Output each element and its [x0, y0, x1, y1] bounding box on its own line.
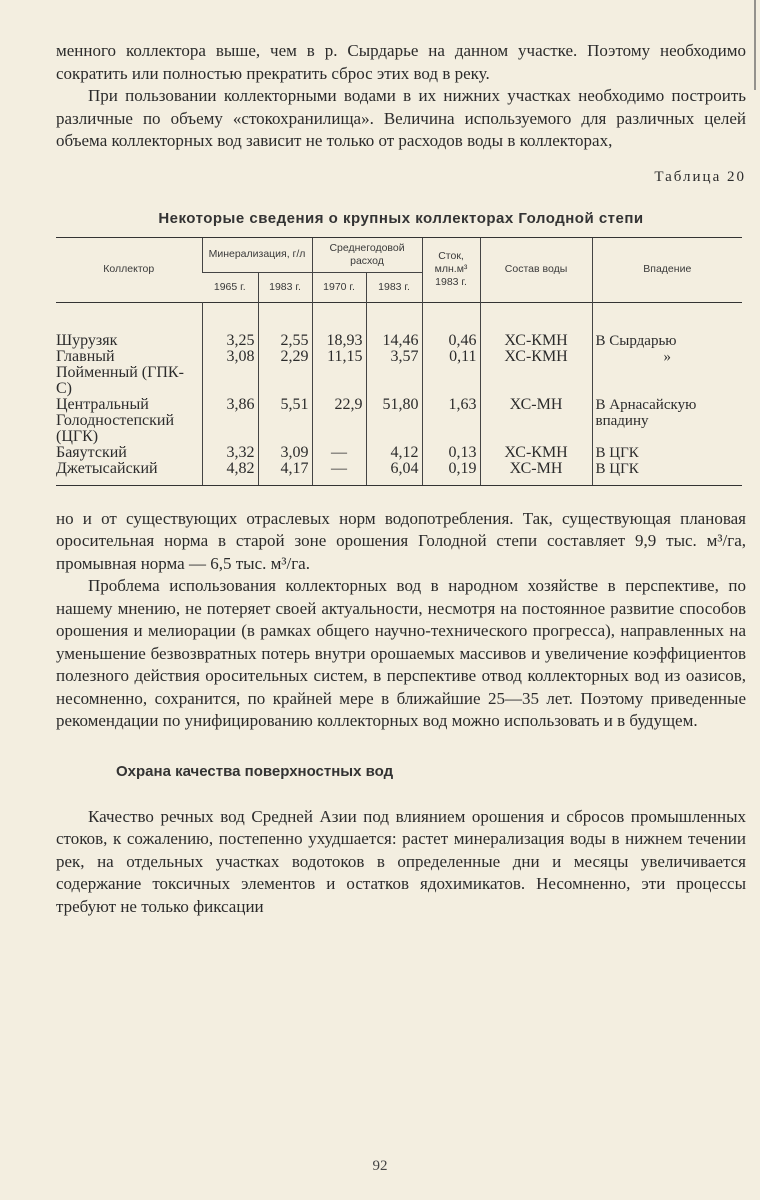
cell-inflow: В Сырдарью: [592, 302, 742, 349]
cell-flow-1970: 11,15: [312, 349, 366, 397]
cell-name: Шурузяк: [56, 331, 118, 349]
cell-composition: ХС-КМН: [480, 349, 592, 397]
table-label: Таблица 20: [654, 168, 746, 185]
cell-flow-1970: —: [312, 445, 366, 461]
cell-flow-1983: 51,80: [366, 397, 422, 445]
cell-min-1965: 3,08: [202, 349, 258, 397]
header-composition: Состав воды: [480, 237, 592, 302]
cell-inflow: В ЦГК: [592, 445, 742, 461]
cell-runoff: 0,13: [422, 445, 480, 461]
cell-flow-1983: 14,46: [366, 302, 422, 349]
collectors-table: [56, 237, 742, 486]
table-row: [56, 302, 742, 349]
header-inflow: Впадение: [592, 237, 742, 302]
cell-name: Центральный Голодностепский (ЦГК): [56, 395, 175, 445]
table-row: [56, 461, 742, 486]
cell-runoff: 1,63: [422, 397, 480, 445]
header-mineralization: Минерализация, г/л: [202, 237, 312, 272]
cell-flow-1983: 4,12: [366, 445, 422, 461]
cell-flow-1970: —: [312, 461, 366, 486]
cell-runoff: 0,19: [422, 461, 480, 486]
section-heading: Охрана качества поверхностных вод: [116, 762, 394, 780]
cell-composition: ХС-МН: [480, 397, 592, 445]
cell-inflow: »: [592, 349, 742, 397]
cell-flow-1983: 6,04: [366, 461, 422, 486]
cell-name: Баяутский: [56, 443, 127, 461]
page-number: 92: [372, 1158, 388, 1174]
paragraph: Проблема использования коллекторных вод в народном хозяйстве в перспективе, по нашему мнению, не потеряет своей актуальности, несмотря на постоянное развитие способов орошения и мелиорации (в рамках общего научно-технического прогресса), направленных на уменьшение безвозвратных потерь внутри орошаемых массивов и увеличение коэффициентов полезного действия оросительных систем, в перспективе отвод коллекторных вод из оазисов, несомненно, сохранится, по крайней мере в ближайшие 25—35 лет. Поэтому приведенные рекомендации по унифицированию коллекторных вод можно использовать и в будущем.: [56, 576, 746, 730]
cell-name: Джетысайский: [56, 461, 202, 486]
cell-min-1965: 3,25: [202, 302, 258, 349]
cell-min-1965: 3,86: [202, 397, 258, 445]
paragraph: менного коллектора выше, чем в р. Сырдарье на данном участке. Поэтому необходимо сократить или полностью прекратить сброс этих вод в реку.: [56, 41, 746, 83]
page-content: [56, 40, 746, 918]
table-title: Некоторые сведения о крупных коллекторах Голодной степи: [158, 209, 644, 227]
cell-min-1983: 2,29: [258, 349, 312, 397]
cell-min-1965: 3,32: [202, 445, 258, 461]
page-edge-mark: [754, 0, 756, 90]
header-avg-flow: Среднегодовой расход: [312, 237, 422, 272]
table-row: [56, 445, 742, 461]
cell-min-1983: 4,17: [258, 461, 312, 486]
cell-flow-1970: 22,9: [312, 397, 366, 445]
header-year: 1970 г.: [312, 272, 366, 302]
cell-min-1965: 4,82: [202, 461, 258, 486]
header-year: 1983 г.: [366, 272, 422, 302]
header-runoff: Сток, млн.м³ 1983 г.: [422, 237, 480, 302]
paragraph: Качество речных вод Средней Азии под влиянием орошения и сбросов промышленных стоков, к сожалению, постепенно ухудшается: растет минерализация воды в нижнем течении рек, на отдельных участках водотоков в определенные дни и месяцы увеличивается содержание токсичных элементов и остатков ядохимикатов. Несомненно, эти процессы требуют не только фиксации: [56, 806, 746, 916]
paragraph: но и от существующих отраслевых норм водопотребления. Так, существующая плановая оросительная норма в старой зоне орошения Голодной степи составляет 9,9 тыс. м³/га, промывная норма — 6,5 тыс. м³/га.: [56, 508, 746, 573]
cell-min-1983: 2,55: [258, 302, 312, 349]
cell-name: Главный Пойменный (ГПК-С): [56, 347, 184, 397]
table-row: [56, 349, 742, 397]
cell-composition: ХС-КМН: [480, 302, 592, 349]
header-collector: Коллектор: [56, 237, 202, 302]
cell-min-1983: 5,51: [258, 397, 312, 445]
cell-flow-1970: 18,93: [312, 302, 366, 349]
cell-inflow: В Арнасайскую впадину: [592, 397, 742, 445]
header-year: 1983 г.: [258, 272, 312, 302]
cell-runoff: 0,11: [422, 349, 480, 397]
cell-flow-1983: 3,57: [366, 349, 422, 397]
cell-runoff: 0,46: [422, 302, 480, 349]
cell-min-1983: 3,09: [258, 445, 312, 461]
table-row: [56, 397, 742, 445]
cell-inflow: В ЦГК: [592, 461, 742, 486]
cell-composition: ХС-МН: [480, 461, 592, 486]
paragraph: При пользовании коллекторными водами в их нижних участках необходимо построить различные по объему «стокохранилища». Величина используемого для различных целей объема коллекторных вод зависит не только от расходов воды в коллекторах,: [56, 86, 746, 150]
header-year: 1965 г.: [202, 272, 258, 302]
cell-composition: ХС-КМН: [480, 445, 592, 461]
